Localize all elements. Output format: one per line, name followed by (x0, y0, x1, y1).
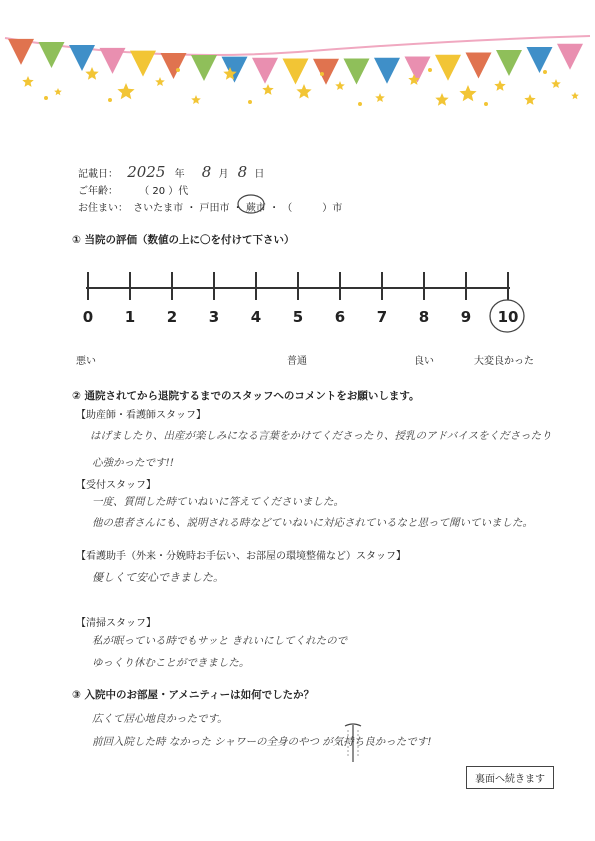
entry-date-row (78, 163, 264, 181)
shower-sketch (343, 722, 365, 766)
confetti-dot (176, 68, 180, 72)
star-icon (117, 83, 134, 99)
scale-number-3: 3 (208, 308, 220, 326)
midwife-label: 【助産師・看護師スタッフ】 (76, 410, 206, 421)
bunting-flag (39, 42, 65, 68)
confetti-dot (320, 72, 324, 76)
entry-date-month: 8 (201, 163, 212, 181)
age-value: （ 20 ）代 (139, 186, 189, 197)
section3-title: ③ 入院中のお部屋・アメニティーは如何でしたか？ (72, 689, 315, 701)
age-label: ご年齢： (78, 186, 118, 197)
entry-date-label: 記載日： (78, 169, 118, 180)
scale-number-7: 7 (376, 308, 388, 326)
confetti-dot (248, 100, 252, 104)
entry-date-month-unit: 月 (218, 169, 229, 180)
star-icon (296, 84, 311, 99)
bunting-flag (313, 59, 339, 85)
reception-label: 【受付スタッフ】 (76, 480, 156, 491)
entry-date-day: 8 (237, 163, 248, 181)
scale-number-0: 0 (82, 308, 94, 326)
bunting-flag (69, 45, 95, 71)
scale-number-6: 6 (334, 308, 346, 326)
entry-date-year: 2025 (127, 163, 166, 181)
bunting-flag (252, 58, 278, 84)
star-icon (155, 77, 165, 86)
star-icon (435, 93, 448, 106)
star-icon (375, 93, 385, 102)
bunting-flag (161, 53, 187, 79)
scale-label-good: 良い (414, 356, 434, 367)
bunting-flag (222, 57, 248, 83)
bunting-flag (8, 39, 34, 65)
age-row (78, 182, 188, 197)
bunting-flag (100, 48, 126, 74)
section3-comment-line2: 前回入院した時 なかった シャワーの全身のやつ が気持ち良かったです! (92, 736, 432, 748)
scale-number-4: 4 (250, 308, 262, 326)
star-icon (335, 81, 345, 90)
cleaning-comment-line1: 私が眠っている時でもサッと きれいにしてくれたので (92, 635, 348, 647)
bunting-flag (496, 50, 522, 76)
residence-label: お住まい： (78, 203, 128, 214)
cleaning-label: 【清掃スタッフ】 (76, 618, 156, 629)
star-icon (262, 84, 273, 95)
continue-on-back-notice: 裏面へ続きます (466, 766, 554, 789)
scale-label-very-good: 大変良かった (474, 356, 534, 367)
bunting-flag (344, 58, 370, 84)
bunting-flag (191, 55, 217, 81)
star-icon (54, 88, 62, 95)
scale-number-9: 9 (460, 308, 472, 326)
assistant-label: 【看護助手（外来・分娩時お手伝い、お部屋の環境整備など）スタッフ】 (76, 551, 406, 562)
star-icon (22, 76, 33, 87)
bunting-flag (283, 59, 309, 85)
midwife-comment-line1: はげましたり、出産が楽しみになる言葉をかけてくださったり、授乳のアドバイスをくださったり (90, 430, 552, 442)
bunting-flag (374, 58, 400, 84)
confetti-dot (543, 70, 547, 74)
scale-number-10: 10 (497, 308, 519, 326)
bunting-flag (130, 51, 156, 77)
confetti-dot (428, 68, 432, 72)
star-icon (551, 79, 561, 88)
star-icon (571, 92, 579, 99)
scale-number-1: 1 (124, 308, 136, 326)
midwife-comment-line2: 心強かったです!! (92, 457, 174, 469)
scale-number-5: 5 (292, 308, 304, 326)
star-icon (191, 95, 201, 104)
assistant-comment-line1: 優しくて安心できました。 (92, 571, 224, 584)
star-icon (494, 80, 505, 91)
reception-comment-line2: 他の患者さんにも、説明される時などていねいに対応されているなと思って聞いていました。 (92, 517, 533, 529)
bunting-flag (466, 53, 492, 79)
residence-options: さいたま市 ・ 戸田市 ・ 蕨市 ・ （ ）市 (133, 203, 343, 214)
bunting-banner (0, 0, 595, 115)
confetti-dot (358, 102, 362, 106)
bunting-flag (527, 47, 553, 73)
scale-number-8: 8 (418, 308, 430, 326)
star-icon (459, 85, 476, 101)
entry-date-year-unit: 年 (174, 169, 185, 180)
residence-row (78, 199, 342, 214)
residence-selection-circle (236, 193, 266, 215)
entry-date-day-unit: 日 (254, 169, 265, 180)
star-icon (524, 94, 535, 105)
bunting-flag (557, 44, 583, 70)
star-icon (85, 67, 98, 80)
bunting-flag (435, 55, 461, 81)
confetti-dot (108, 98, 112, 102)
confetti-dot (44, 96, 48, 100)
cleaning-comment-line2: ゆっくり休むことができました。 (92, 657, 250, 669)
scale-number-2: 2 (166, 308, 178, 326)
scale-label-bad: 悪い (76, 356, 96, 367)
section3-comment-line1: 広くて居心地良かったです。 (92, 713, 228, 725)
scale-label-normal: 普通 (287, 356, 307, 367)
section1-title: ① 当院の評価（数値の上に〇を付けて下さい） (72, 234, 295, 246)
reception-comment-line1: 一度、質問した時ていねいに答えてくださいました。 (92, 496, 344, 508)
confetti-dot (484, 102, 488, 106)
section2-title: ② 通院されてから退院するまでのスタッフへのコメントをお願いします。 (72, 390, 420, 402)
